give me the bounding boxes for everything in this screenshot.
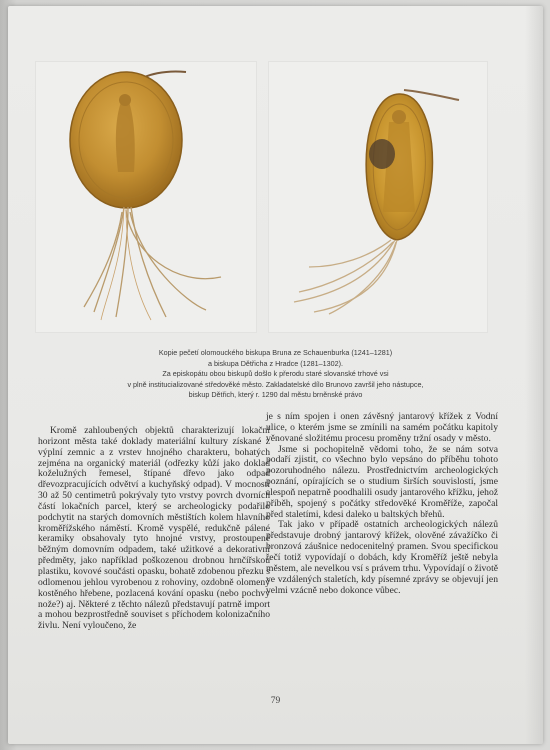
seal-dietrich-image bbox=[269, 62, 487, 332]
seal-bruno-image bbox=[36, 62, 256, 332]
figure-caption bbox=[118, 348, 433, 401]
page-edge-shade bbox=[525, 6, 543, 744]
paragraph: Kromě zahloubených objektů charakterizují lokační horizont města také doklady materiální kultury získané z výplní zemnic a z vrstev hnojného charakteru, bohatých zejména na organický materiál (odřezky kůží jako doklad koželužných řemesel, štípané dřevo jako odpad dřevozpracujících odvětví a kuchyňský odpad). V mocnosti 30 až 50 centimetrů pokrývaly tyto vrstvy povrch dvorních částí lokačních parcel, který se archeologicky podařilo podchytit na starých domovních městištích kolem hlavního kroměřížského náměstí. Kromě vyspělé, redukčně pálené keramiky obsahovaly tyto hnojné vrstvy, prostoupené běžným domovním odpadem, také užitkové a dekorativní předměty, jako například poškozenou drobnou hrnčířskou plastiku, kovové součásti opasku, bohatě zdobenou přezku s odlomenou jehlou vyrobenou z rohoviny, ozdobně olomený kostěného hřebene, pozlacená kování opasku (nebo pochvy nože?) aj. Některé z těchto nálezů představují patrně import a mohou bezprostředně souviset s příchodem kolonizačního živlu. Není vyloučeno, že bbox=[38, 425, 270, 632]
text-column-left bbox=[38, 426, 270, 632]
paragraph: Tak jako v případě ostatních archeologických nálezů představuje drobný jantarový křížek, olověné závažíčko či bronzová záušnice nedocenitelný pramen. Svou specifickou řečí totiž vypovídají o dobách, kdy Kroměříž ještě nebyla městem, ale nevelkou vsí s právem trhu. Vypovídají o životě ve vzdálených staletích, kdy písemné zprávy se objevují jen velmi vzácně nebo dokonce vůbec. bbox=[266, 519, 498, 596]
seal-photo-dietrich bbox=[268, 61, 488, 333]
text-column-right bbox=[266, 412, 498, 596]
paragraph: je s ním spojen i onen závěsný jantarový křížek z Vodní ulice, o kterém jsme se zmínili na samém počátku kapitoly věnované složitému procesu proměny tržní osady v město. bbox=[266, 411, 498, 444]
caption-line: v plně institucializované středověké město. Zakladatelské dílo Brunovo završil jeho nástupce, bbox=[127, 379, 424, 389]
caption-line: Kopie pečetí olomouckého biskupa Bruna ze Schauenburka (1241–1281) bbox=[158, 348, 393, 357]
page-number: 79 bbox=[270, 696, 281, 706]
seal-photo-bruno bbox=[35, 61, 257, 333]
caption-line: Za episkopátu obou biskupů došlo k přerodu staré slovanské trhové vsi bbox=[162, 369, 389, 379]
paragraph: Jsme si pochopitelně vědomi toho, že se nám sotva podaří zjistit, co všechno bylo vepsáno do příběhu tohoto pozoruhodného nálezu. Prostřednictvím archeologických poznání, opírajících se o studium širších souvislostí, jsme alespoň nepatrně poodhalili osudy jantarového křížku, jehož příběh, spojený s počátky středověké Kroměříže, započal před staletími, kdesi daleko u baltských břehů. bbox=[266, 443, 498, 520]
caption-line: a biskupa Dětřicha z Hradce (1281–1302). bbox=[207, 358, 344, 368]
book-page bbox=[8, 6, 543, 744]
caption-line: biskup Dětřich, který r. 1290 dal městu brněnské právo bbox=[188, 390, 363, 400]
